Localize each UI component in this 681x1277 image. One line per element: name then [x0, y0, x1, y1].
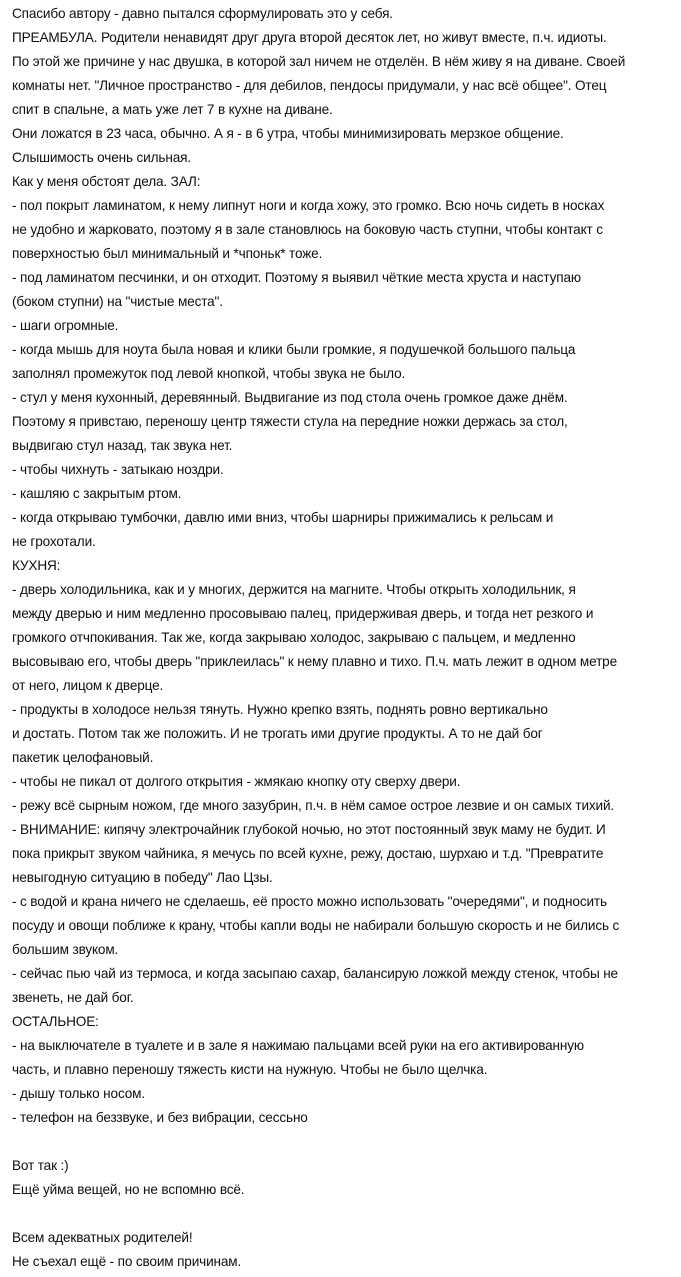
comment-line: - когда открываю тумбочки, давлю ими вниз, чтобы шарниры прижимались к рельсам и — [12, 510, 554, 525]
comment-line: - ВНИМАНИЕ: кипячу электрочайник глубокой ночью, но этот постоянный звук маму не будит. И — [12, 822, 606, 837]
comment-line: - сейчас пью чай из термоса, и когда засыпаю сахар, балансирую ложкой между стенок, чтобы не — [12, 966, 618, 981]
comment-line: и достать. Потом так же положить. И не трогать ими другие продукты. А то не дай бог — [12, 726, 543, 741]
comment-line: Не съехал ещё - по своим причинам. — [12, 1254, 242, 1269]
comment-line: - кашляю с закрытым ртом. — [12, 486, 182, 501]
comment-line: - когда мышь для ноута была новая и клики были громкие, я подушечкой большого пальца — [12, 342, 576, 357]
comment-line: поверхностью был минимальный и *чпоньк* тоже. — [12, 246, 323, 261]
comment-line: Поэтому я привстаю, переношу центр тяжести стула на передние ножки держась за стол, — [12, 414, 568, 429]
comment-line: КУХНЯ: — [12, 558, 61, 573]
comment-line: - пол покрыт ламинатом, к нему липнут ноги и когда хожу, это громко. Всю ночь сидеть в носках — [12, 198, 605, 213]
comment-line: ПРЕАМБУЛА. Родители ненавидят друг друга второй десяток лет, но живут вместе, п.ч. идиоты. — [12, 30, 607, 45]
comment-line: не удобно и жарковато, поэтому я в зале становлюсь на боковую часть ступни, чтобы контакт с — [12, 222, 603, 237]
comment-line: часть, и плавно переношу тяжесть кисти на нужную. Чтобы не было щелчка. — [12, 1062, 488, 1077]
comment-line: - чтобы не пикал от долгого открытия - жмякаю кнопку оту сверху двери. — [12, 774, 461, 789]
comment-line: заполнял промежуток под левой кнопкой, чтобы звука не было. — [12, 366, 406, 381]
comment-line: - стул у меня кухонный, деревянный. Выдвигание из под стола очень громкое даже днём. — [12, 390, 568, 405]
comment-line: По этой же причине у нас двушка, в которой зал ничем не отделён. В нём живу я на диване. Своей — [12, 54, 626, 69]
comment-line: спит в спальне, а мать уже лет 7 в кухне на диване. — [12, 102, 333, 117]
comment-line: - дверь холодильника, как и у многих, держится на магните. Чтобы открыть холодильник, я — [12, 582, 576, 597]
comment-line: Всем адекватных родителей! — [12, 1230, 193, 1245]
comment-line: - продукты в холодосе нельзя тянуть. Нужно крепко взять, поднять ровно вертикально — [12, 702, 548, 717]
comment-line: между дверью и ним медленно просовываю палец, придерживая дверь, и тогда нет резкого и — [12, 606, 594, 621]
comment-line: посуду и овощи поближе к крану, чтобы капли воды не набирали большую скорость и не бились с — [12, 918, 620, 933]
comment-line: Как у меня обстоят дела. ЗАЛ: — [12, 174, 201, 189]
comment-line: звенеть, не дай бог. — [12, 990, 134, 1005]
comment-line: выдвигаю стул назад, так звука нет. — [12, 438, 233, 453]
comment-line: Спасибо автору - давно пытался сформулировать это у себя. — [12, 6, 393, 21]
comment-line: - шаги огромные. — [12, 318, 119, 333]
blank-line — [12, 1130, 681, 1154]
comment-line: пока прикрыт звуком чайника, я мечусь по всей кухне, режу, достаю, шурхаю и т.д. "Превратите — [12, 846, 604, 861]
comment-line: - телефон на беззвуке, и без вибрации, сессьно — [12, 1110, 308, 1125]
comment-line: - с водой и крана ничего не сделаешь, её просто можно использовать "очередями", и подносить — [12, 894, 607, 909]
comment-line: Они ложатся в 23 часа, обычно. А я - в 6 утра, чтобы минимизировать мерзкое общение. — [12, 126, 564, 141]
comment-line: большим звуком. — [12, 942, 119, 957]
comment-line: - чтобы чихнуть - затыкаю ноздри. — [12, 462, 224, 477]
comment-line: не грохотали. — [12, 534, 96, 549]
comment-line: пакетик целофановый. — [12, 750, 154, 765]
comment-line: - под ламинатом песчинки, и он отходит. Поэтому я выявил чёткие места хруста и наступаю — [12, 270, 581, 285]
comment-line: Ещё уйма вещей, но не вспомню всё. — [12, 1182, 245, 1197]
comment-line: комнаты нет. "Личное пространство - для дебилов, пендосы придумали, у нас всё общее". Отец — [12, 78, 607, 93]
comment-line: ОСТАЛЬНОЕ: — [12, 1014, 99, 1029]
blank-line — [12, 1202, 681, 1226]
comment-line: - режу всё сырным ножом, где много зазубрин, п.ч. в нём самое острое лезвие и он самых тихий. — [12, 798, 615, 813]
comment-line: высовываю его, чтобы дверь "приклеилась" к нему плавно и тихо. П.ч. мать лежит в одном метре — [12, 654, 617, 669]
comment-line: от него, лицом к дверце. — [12, 678, 164, 693]
comment-line: - на выключателе в туалете и в зале я нажимаю пальцами всей руки на его активированную — [12, 1038, 584, 1053]
comment-line: громкого отчпокивания. Так же, когда закрываю холодос, закрываю с пальцем, и медленно — [12, 630, 576, 645]
comment-line: (боком ступни) на "чистые места". — [12, 294, 223, 309]
comment-line: Слышимость очень сильная. — [12, 150, 191, 165]
comment-line: Вот так :) — [12, 1158, 69, 1173]
comment-line: - дышу только носом. — [12, 1086, 145, 1101]
comment-line: невыгодную ситуацию в победу" Лао Цзы. — [12, 870, 273, 885]
